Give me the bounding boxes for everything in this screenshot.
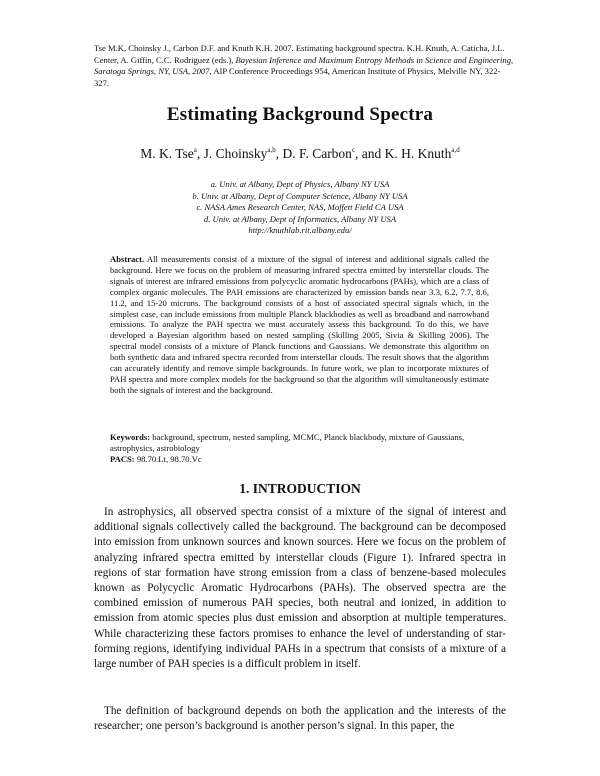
author-list (0, 146, 600, 162)
affiliation-d: d. Univ. at Albany, Dept of Informatics, Albany NY USA (203, 213, 397, 224)
author-name: M. K. Tse (140, 146, 194, 161)
author-name: D. F. Carbon (282, 146, 352, 161)
author-affil-mark: a,d (451, 146, 460, 154)
citation-proceedings-title: Bayesian Inference and Maximum Entropy Methods in Science and Engineering, Saratoga Springs, NY, USA, 2007, (94, 54, 514, 77)
abstract-label: Abstract. (110, 254, 145, 264)
pacs-text: 98.70.Lt, 98.70.Vc (134, 454, 202, 464)
author-name: K. H. Knuth (384, 146, 452, 161)
pacs-label: PACS: (110, 454, 135, 464)
keywords-text: background, spectrum, nested sampling, MCMC, Planck blackbody, mixture of Gaussians, astrophysics, astrobiology (110, 432, 465, 453)
affiliation-b: b. Univ. at Albany, Dept of Computer Science, Albany NY USA (192, 190, 408, 201)
body-paragraph: The definition of background depends on both the application and the interests of the researcher; one person’s background is another person’s signal. In this paper, the (94, 705, 506, 733)
author-separator: , and (355, 146, 385, 161)
author-separator: , (275, 146, 283, 161)
keywords-label: Keywords: (110, 432, 151, 442)
citation-part1: Tse M.K, Choinsky J., Carbon D.F. and Knuth K.H. 2007. Estimating background spectra. K.H. Knuth, A. Caticha, J.L. Center, A. Giffin, C.C. Rodriguez (eds.), (94, 43, 505, 65)
keywords (110, 432, 489, 454)
abstract-text: All measurements consist of a mixture of the signal of interest and additional signals called the background. Here we focus on the problem of measuring infrared spectra emitted by interstellar clouds. The signals of interest are infrared emissions from polycyclic aromatic hydrocarbons (PAHs), which are a class of complex organic molecules. The PAH emissions are characterized by emission bands near 3.3, 6.2, 7.7, 8.6, 11.2, and 15-20 microns. The background consists of a host of associated spectral signals which, in the simplest case, can include emissions from multiple Planck blackbodies as well as broadband and narrowband emissions. To analyze the PAH spectra we must accurately assess this background. To do this, we have developed a Bayesian algorithm based on nested sampling (Skilling 2005, Sivia & Skilling 2006). The spectral model consists of a mixture of Planck functions and Gaussians. We demonstrate this algorithm on both synthetic data and infrared spectra recorded from interstellar clouds. The result shows that the algorithm can accurately identify and remove simple backgrounds. In future work, we plan to incorporate mixtures of PAH spectra and more complex models for the background so that the algorithm will simultaneously estimate both the signals of interest and the background. (110, 254, 489, 395)
affiliation-a: a. Univ. at Albany, Dept of Physics, Albany NY USA (210, 179, 390, 189)
author-affil-mark: c (351, 146, 356, 154)
paper-title: Estimating Background Spectra (166, 104, 434, 125)
author-name: J. Choinsky (203, 146, 268, 161)
body-paragraph: In astrophysics, all observed spectra consist of a mixture of the signal of interest and additional signals collectively called the background. The background can be decomposed into emission from unknown sources and known sources. Here we focus on the problem of analyzing infrared spectra emitted by interstellar clouds (Figure 1). Infrared spectra in regions of star formation have strong emission from a class of benzene-based molecules known as Polycyclic Aromatic Hydrocarbons (PAHs). The observed spectra are the combined emission of numerous PAH species, both neutral and ionized, in addition to emission from atomic species plus dust emission and absorption at multiple temperatures. While characterizing these factors promises to enhance the level of understanding of star-forming regions, identifying individual PAHs in a spectrum that consists of a mixture of a large number of PAH species is a difficult problem in itself. (94, 506, 506, 671)
citation-header (94, 43, 514, 89)
pacs (110, 454, 489, 465)
section-heading: 1. INTRODUCTION (239, 481, 361, 496)
citation-part3: AIP Conference Proceedings 954, American Institute of Physics, Melville NY, 322-327. (94, 66, 501, 88)
abstract (110, 254, 489, 396)
affiliations (0, 179, 600, 237)
author-separator: , (196, 146, 204, 161)
lab-url[interactable]: http://knuthlab.rit.albany.edu/ (248, 225, 352, 236)
author-affil-mark: a (193, 146, 197, 154)
author-affil-mark: a,b (267, 146, 276, 154)
affiliation-c: c. NASA Ames Research Center, NAS, Moffett Field CA USA (196, 202, 404, 213)
